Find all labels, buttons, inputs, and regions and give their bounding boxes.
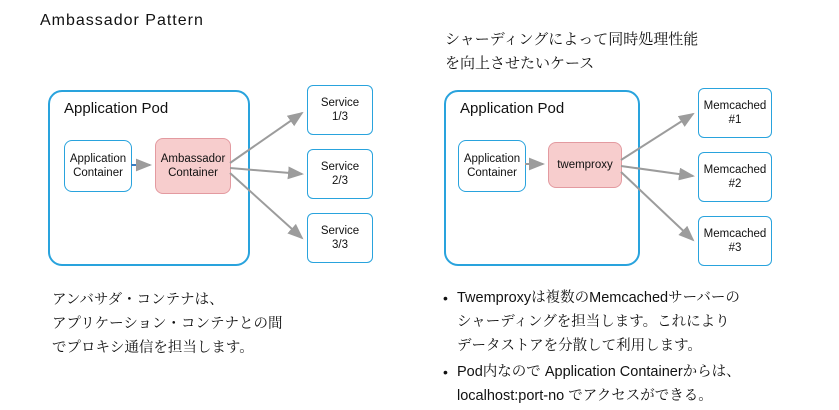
twemproxy-container-label: twemproxy: [557, 159, 613, 171]
left-application-container-line1: Application: [69, 153, 127, 165]
service-box-2: [307, 149, 373, 199]
service-box-1-line1: Service: [320, 97, 360, 109]
right-title: [445, 28, 775, 76]
right-title-line2: を向上させたいケース: [445, 55, 595, 72]
service-box-3-line2: 3/3: [332, 239, 348, 251]
left-caption-line1: アンバサダ・コンテナは、: [52, 292, 224, 308]
right-bullet-1-line1: Twemproxyは複数のMemcachedサーバーの: [457, 290, 740, 306]
right-application-container: [458, 140, 526, 192]
ambassador-container-line1: Ambassador: [160, 153, 226, 165]
service-box-1-line2: 1/3: [332, 111, 348, 123]
left-caption: [52, 288, 352, 360]
right-bullet-1: [443, 286, 823, 358]
right-bullet-1-text: [457, 286, 823, 358]
left-caption-line3: でプロキシ通信を担当します。: [52, 340, 254, 356]
bullet-marker-icon-1: •: [443, 290, 448, 306]
service-box-2-line1: Service: [320, 161, 360, 173]
left-title: Ambassador Pattern: [40, 12, 204, 29]
memcached-box-2: [698, 152, 772, 202]
service-box-2-line2: 2/3: [332, 175, 348, 187]
right-application-container-line1: Application: [463, 153, 521, 165]
left-pod-label: Application Pod: [64, 100, 169, 117]
service-box-3-line1: Service: [320, 225, 360, 237]
memcached-box-3-line2: #3: [728, 242, 742, 254]
service-box-3: [307, 213, 373, 263]
right-pod-label: Application Pod: [460, 100, 565, 117]
left-application-container-line2: Container: [73, 167, 123, 179]
ambassador-container: [155, 138, 231, 194]
memcached-box-1: [698, 88, 772, 138]
memcached-box-3-line1: Memcached: [703, 228, 767, 240]
right-bullet-1-line2: シャーディングを担当します。これにより: [457, 314, 730, 330]
left-application-container: [64, 140, 132, 192]
service-box-1: [307, 85, 373, 135]
right-title-line1: シャーディングによって同時処理性能: [445, 31, 699, 48]
memcached-box-2-line2: #2: [728, 178, 742, 190]
memcached-box-1-line2: #1: [728, 114, 742, 126]
right-bullet-2-line1: Pod内なので Application Containerからは、: [457, 364, 741, 380]
right-bullet-2-text: [457, 360, 823, 408]
right-bullet-2: [443, 360, 823, 408]
right-bullet-1-line3: データストアを分散して利用します。: [457, 338, 702, 354]
twemproxy-container: [548, 142, 622, 188]
bullet-marker-icon-2: •: [443, 364, 448, 380]
memcached-box-1-line1: Memcached: [703, 100, 767, 112]
memcached-box-2-line1: Memcached: [703, 164, 767, 176]
right-caption: [443, 286, 823, 410]
right-bullet-2-line2: localhost:port-no でアクセスができる。: [457, 388, 713, 404]
memcached-box-3: [698, 216, 772, 266]
right-application-container-line2: Container: [467, 167, 517, 179]
ambassador-container-line2: Container: [168, 167, 218, 179]
left-caption-line2: アプリケーション・コンテナとの間: [52, 316, 283, 332]
